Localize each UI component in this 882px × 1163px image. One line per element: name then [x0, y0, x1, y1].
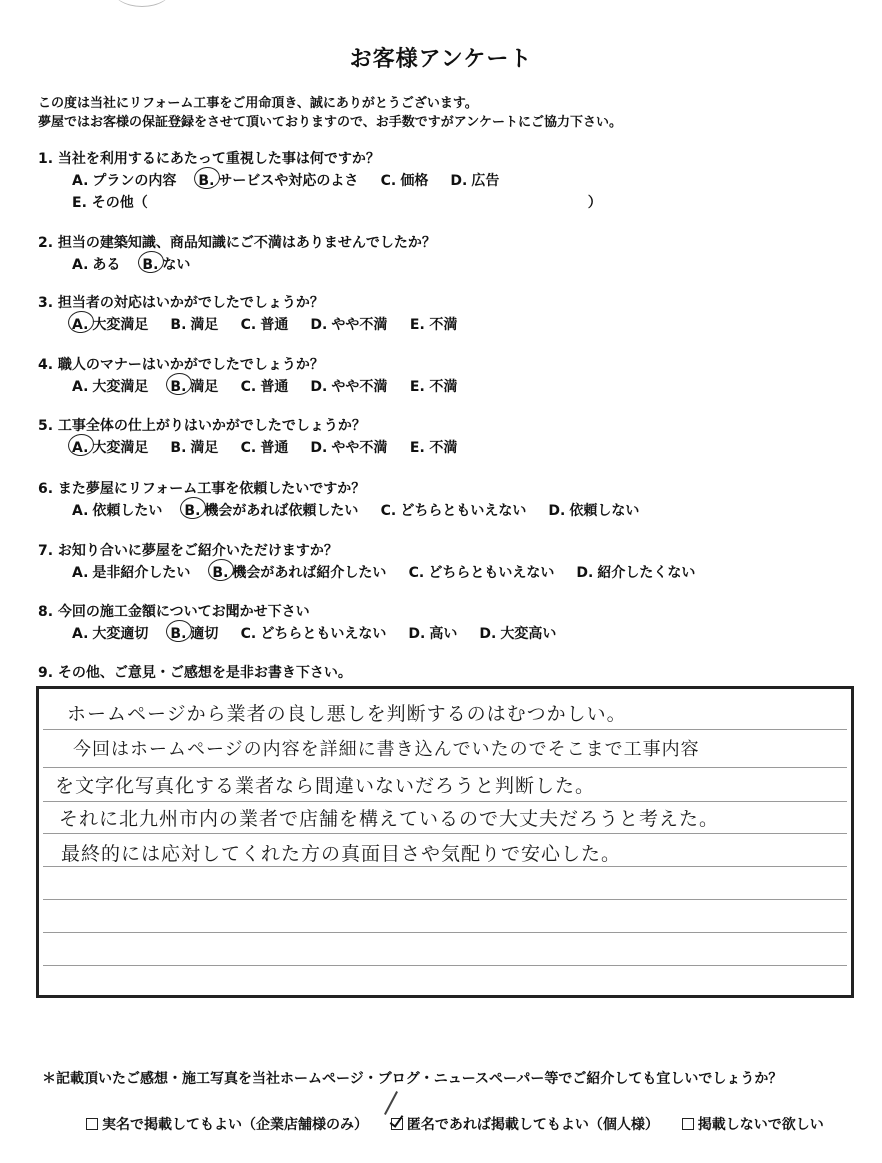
- question-text: 4. 職人のマナーはいかがでしたでしょうか？: [38, 357, 324, 373]
- checkbox-label: 掲載しないで欲しい: [697, 1117, 824, 1133]
- option-letter: D.: [408, 626, 426, 642]
- option-letter: A.: [72, 173, 89, 189]
- other-option[interactable]: [38, 192, 602, 214]
- ruled-line: [43, 899, 847, 900]
- question-1: [38, 148, 602, 214]
- option-letter: E.: [409, 440, 425, 456]
- other-label: E. その他（: [72, 195, 148, 211]
- option-label: やや不満: [331, 379, 388, 395]
- option-letter: C.: [380, 173, 397, 189]
- option-label: 満足: [190, 440, 219, 456]
- answer-options: [38, 254, 436, 276]
- ruled-line: [43, 729, 847, 730]
- answer-option[interactable]: [170, 314, 218, 334]
- ruled-line: [43, 932, 847, 933]
- answer-option-selected[interactable]: [170, 376, 218, 396]
- answer-option[interactable]: [310, 314, 387, 334]
- answer-options: [38, 562, 717, 584]
- answer-option-selected[interactable]: [212, 562, 386, 582]
- question-text: 1. 当社を利用するにあたって重視した事は何ですか？: [38, 151, 380, 167]
- consent-real-name[interactable]: [86, 1117, 368, 1133]
- answer-option[interactable]: [408, 623, 457, 643]
- option-label: 依頼しない: [569, 503, 640, 519]
- option-label: 大変満足: [92, 379, 149, 395]
- option-letter: C.: [408, 565, 425, 581]
- option-label: ない: [162, 257, 191, 273]
- answer-option[interactable]: [72, 376, 148, 396]
- question-5: [38, 415, 479, 459]
- answer-option-selected[interactable]: [142, 254, 190, 274]
- answer-option[interactable]: [380, 500, 526, 520]
- other-close: ）: [587, 195, 602, 211]
- handwritten-line: 最終的には応対してくれた方の真面目さや気配りで安心した。: [61, 843, 622, 865]
- option-label: 依頼したい: [92, 503, 163, 519]
- ruled-line: [43, 833, 847, 834]
- page-title: お客様アンケート: [349, 47, 533, 72]
- option-label: 大変満足: [92, 317, 149, 333]
- option-label: 是非紹介したい: [92, 565, 191, 581]
- option-label: どちらともいえない: [400, 503, 527, 519]
- ruled-line: [43, 801, 847, 802]
- option-label: 機会があれば紹介したい: [232, 565, 387, 581]
- option-label: プランの内容: [92, 173, 177, 189]
- intro-text: [38, 94, 622, 132]
- answer-option[interactable]: [170, 437, 218, 457]
- handwritten-line: を文字化写真化する業者なら間違いないだろうと判断した。: [55, 775, 596, 797]
- question-text: 8. 今回の施工金額についてお聞かせ下さい: [38, 604, 310, 620]
- intro-line: 夢屋ではお客様の保証登録をさせて頂いておりますので、お手数ですがアンケートにご協力下さい。: [38, 115, 622, 130]
- answer-option[interactable]: [72, 500, 162, 520]
- question-text: 2. 担当の建築知識、商品知識にご不満はありませんでしたか？: [38, 235, 436, 251]
- option-letter: E.: [409, 379, 425, 395]
- option-label: ある: [92, 257, 121, 273]
- answer-option[interactable]: [450, 170, 499, 190]
- question-2: [38, 232, 436, 276]
- question-text: 9. その他、ご意見・ご感想を是非お書き下さい。: [38, 665, 352, 681]
- option-letter: D.: [310, 317, 328, 333]
- option-letter: D.: [479, 626, 497, 642]
- answer-options: [38, 500, 661, 522]
- consent-decline[interactable]: [682, 1117, 824, 1133]
- pen-stroke: [384, 1091, 398, 1115]
- ruled-line: [43, 767, 847, 768]
- answer-option[interactable]: [240, 376, 288, 396]
- answer-option-selected[interactable]: [72, 437, 148, 457]
- answer-option[interactable]: [408, 562, 554, 582]
- option-letter: B.: [170, 317, 187, 333]
- question-text: 7. お知り合いに夢屋をご紹介いただけますか？: [38, 543, 338, 559]
- option-letter: A.: [72, 565, 89, 581]
- option-letter: D.: [310, 440, 328, 456]
- option-label: やや不満: [331, 440, 388, 456]
- option-letter: A.: [72, 317, 89, 333]
- option-label: 価格: [400, 173, 429, 189]
- option-letter: C.: [240, 626, 257, 642]
- option-letter: A.: [72, 379, 89, 395]
- answer-option[interactable]: [576, 562, 695, 582]
- option-label: 普通: [260, 317, 289, 333]
- checkbox[interactable]: [682, 1118, 694, 1130]
- option-label: 不満: [429, 440, 458, 456]
- option-letter: B.: [198, 173, 215, 189]
- option-letter: D.: [548, 503, 566, 519]
- answer-options: [38, 170, 602, 192]
- option-label: どちらともいえない: [260, 626, 387, 642]
- answer-options: [38, 314, 479, 336]
- answer-option[interactable]: [409, 437, 457, 457]
- answer-option[interactable]: [240, 623, 386, 643]
- intro-line: この度は当社にリフォーム工事をご用命頂き、誠にありがとうございます。: [38, 96, 478, 111]
- option-label: 適切: [190, 626, 219, 642]
- option-label: 紹介したくない: [597, 565, 696, 581]
- question-3: [38, 292, 479, 336]
- answer-option-selected[interactable]: [184, 500, 358, 520]
- consent-anonymous[interactable]: [391, 1117, 659, 1133]
- option-label: 不満: [429, 379, 458, 395]
- answer-option[interactable]: [72, 562, 190, 582]
- question-7: [38, 540, 717, 584]
- comment-box[interactable]: [36, 686, 854, 998]
- option-letter: B.: [142, 257, 159, 273]
- option-label: やや不満: [331, 317, 388, 333]
- option-letter: D.: [576, 565, 594, 581]
- option-label: 満足: [190, 379, 219, 395]
- answer-option[interactable]: [409, 376, 457, 396]
- option-letter: B.: [184, 503, 201, 519]
- option-label: 満足: [190, 317, 219, 333]
- answer-options: [38, 437, 479, 459]
- publication-consent-question: ＊記載頂いたご感想・施工写真を当社ホームページ・ブログ・ニュースペーパー等でご紹介しても宜しいでしょうか？: [42, 1071, 783, 1087]
- option-label: 普通: [260, 379, 289, 395]
- handwritten-line: 今回はホームページの内容を詳細に書き込んでいたのでそこまで工事内容: [73, 739, 700, 760]
- handwritten-line: ホームページから業者の良し悪しを判断するのはむつかしい。: [67, 703, 627, 725]
- option-label: 大変適切: [92, 626, 149, 642]
- answer-option-selected[interactable]: [72, 314, 148, 334]
- question-4: [38, 354, 479, 398]
- option-label: どちらともいえない: [428, 565, 555, 581]
- answer-option[interactable]: [479, 623, 556, 643]
- answer-option[interactable]: [240, 437, 288, 457]
- checkbox[interactable]: [86, 1118, 98, 1130]
- answer-option[interactable]: [240, 314, 288, 334]
- answer-options: [38, 376, 479, 398]
- option-label: 広告: [471, 173, 500, 189]
- answer-option[interactable]: [380, 170, 428, 190]
- question-text: 5. 工事全体の仕上がりはいかがでしたでしょうか？: [38, 418, 366, 434]
- consent-choices: [86, 1114, 842, 1134]
- ruled-line: [43, 965, 847, 966]
- option-letter: A.: [72, 503, 89, 519]
- option-label: 高い: [429, 626, 458, 642]
- option-letter: C.: [240, 440, 257, 456]
- checkbox-label: 匿名であれば掲載してもよい（個人様）: [406, 1117, 659, 1133]
- option-letter: B.: [170, 440, 187, 456]
- option-letter: A.: [72, 626, 89, 642]
- answer-option[interactable]: [409, 314, 457, 334]
- option-letter: A.: [72, 257, 89, 273]
- answer-option[interactable]: [72, 170, 176, 190]
- handwritten-line: それに北九州市内の業者で店舗を構えているので大丈夫だろうと考えた。: [59, 808, 720, 830]
- answer-option[interactable]: [548, 500, 639, 520]
- question-8: [38, 601, 578, 645]
- answer-options: [38, 623, 578, 645]
- answer-option-selected[interactable]: [170, 623, 218, 643]
- corner-mark: [112, 0, 172, 7]
- option-letter: B.: [170, 379, 187, 395]
- question-text: 3. 担当者の対応はいかがでしたでしょうか？: [38, 295, 324, 311]
- option-letter: A.: [72, 440, 89, 456]
- answer-option-selected[interactable]: [198, 170, 358, 190]
- option-letter: E.: [409, 317, 425, 333]
- checkbox-checked[interactable]: [391, 1118, 403, 1130]
- answer-option[interactable]: [72, 254, 120, 274]
- option-letter: B.: [212, 565, 229, 581]
- ruled-line: [43, 866, 847, 867]
- answer-option[interactable]: [310, 376, 387, 396]
- option-label: サービスや対応のよさ: [218, 173, 359, 189]
- answer-option[interactable]: [72, 623, 148, 643]
- option-label: 不満: [429, 317, 458, 333]
- option-letter: B.: [170, 626, 187, 642]
- option-letter: D.: [450, 173, 468, 189]
- option-letter: C.: [240, 317, 257, 333]
- option-label: 大変満足: [92, 440, 149, 456]
- answer-option[interactable]: [310, 437, 387, 457]
- checkbox-label: 実名で掲載してもよい（企業店舗様のみ）: [102, 1117, 368, 1133]
- option-letter: C.: [240, 379, 257, 395]
- option-label: 普通: [260, 440, 289, 456]
- question-6: [38, 478, 661, 522]
- option-letter: D.: [310, 379, 328, 395]
- option-label: 大変高い: [500, 626, 557, 642]
- option-letter: C.: [380, 503, 397, 519]
- question-text: 6. また夢屋にリフォーム工事を依頼したいですか？: [38, 481, 366, 497]
- option-label: 機会があれば依頼したい: [204, 503, 359, 519]
- question-9: [38, 662, 352, 684]
